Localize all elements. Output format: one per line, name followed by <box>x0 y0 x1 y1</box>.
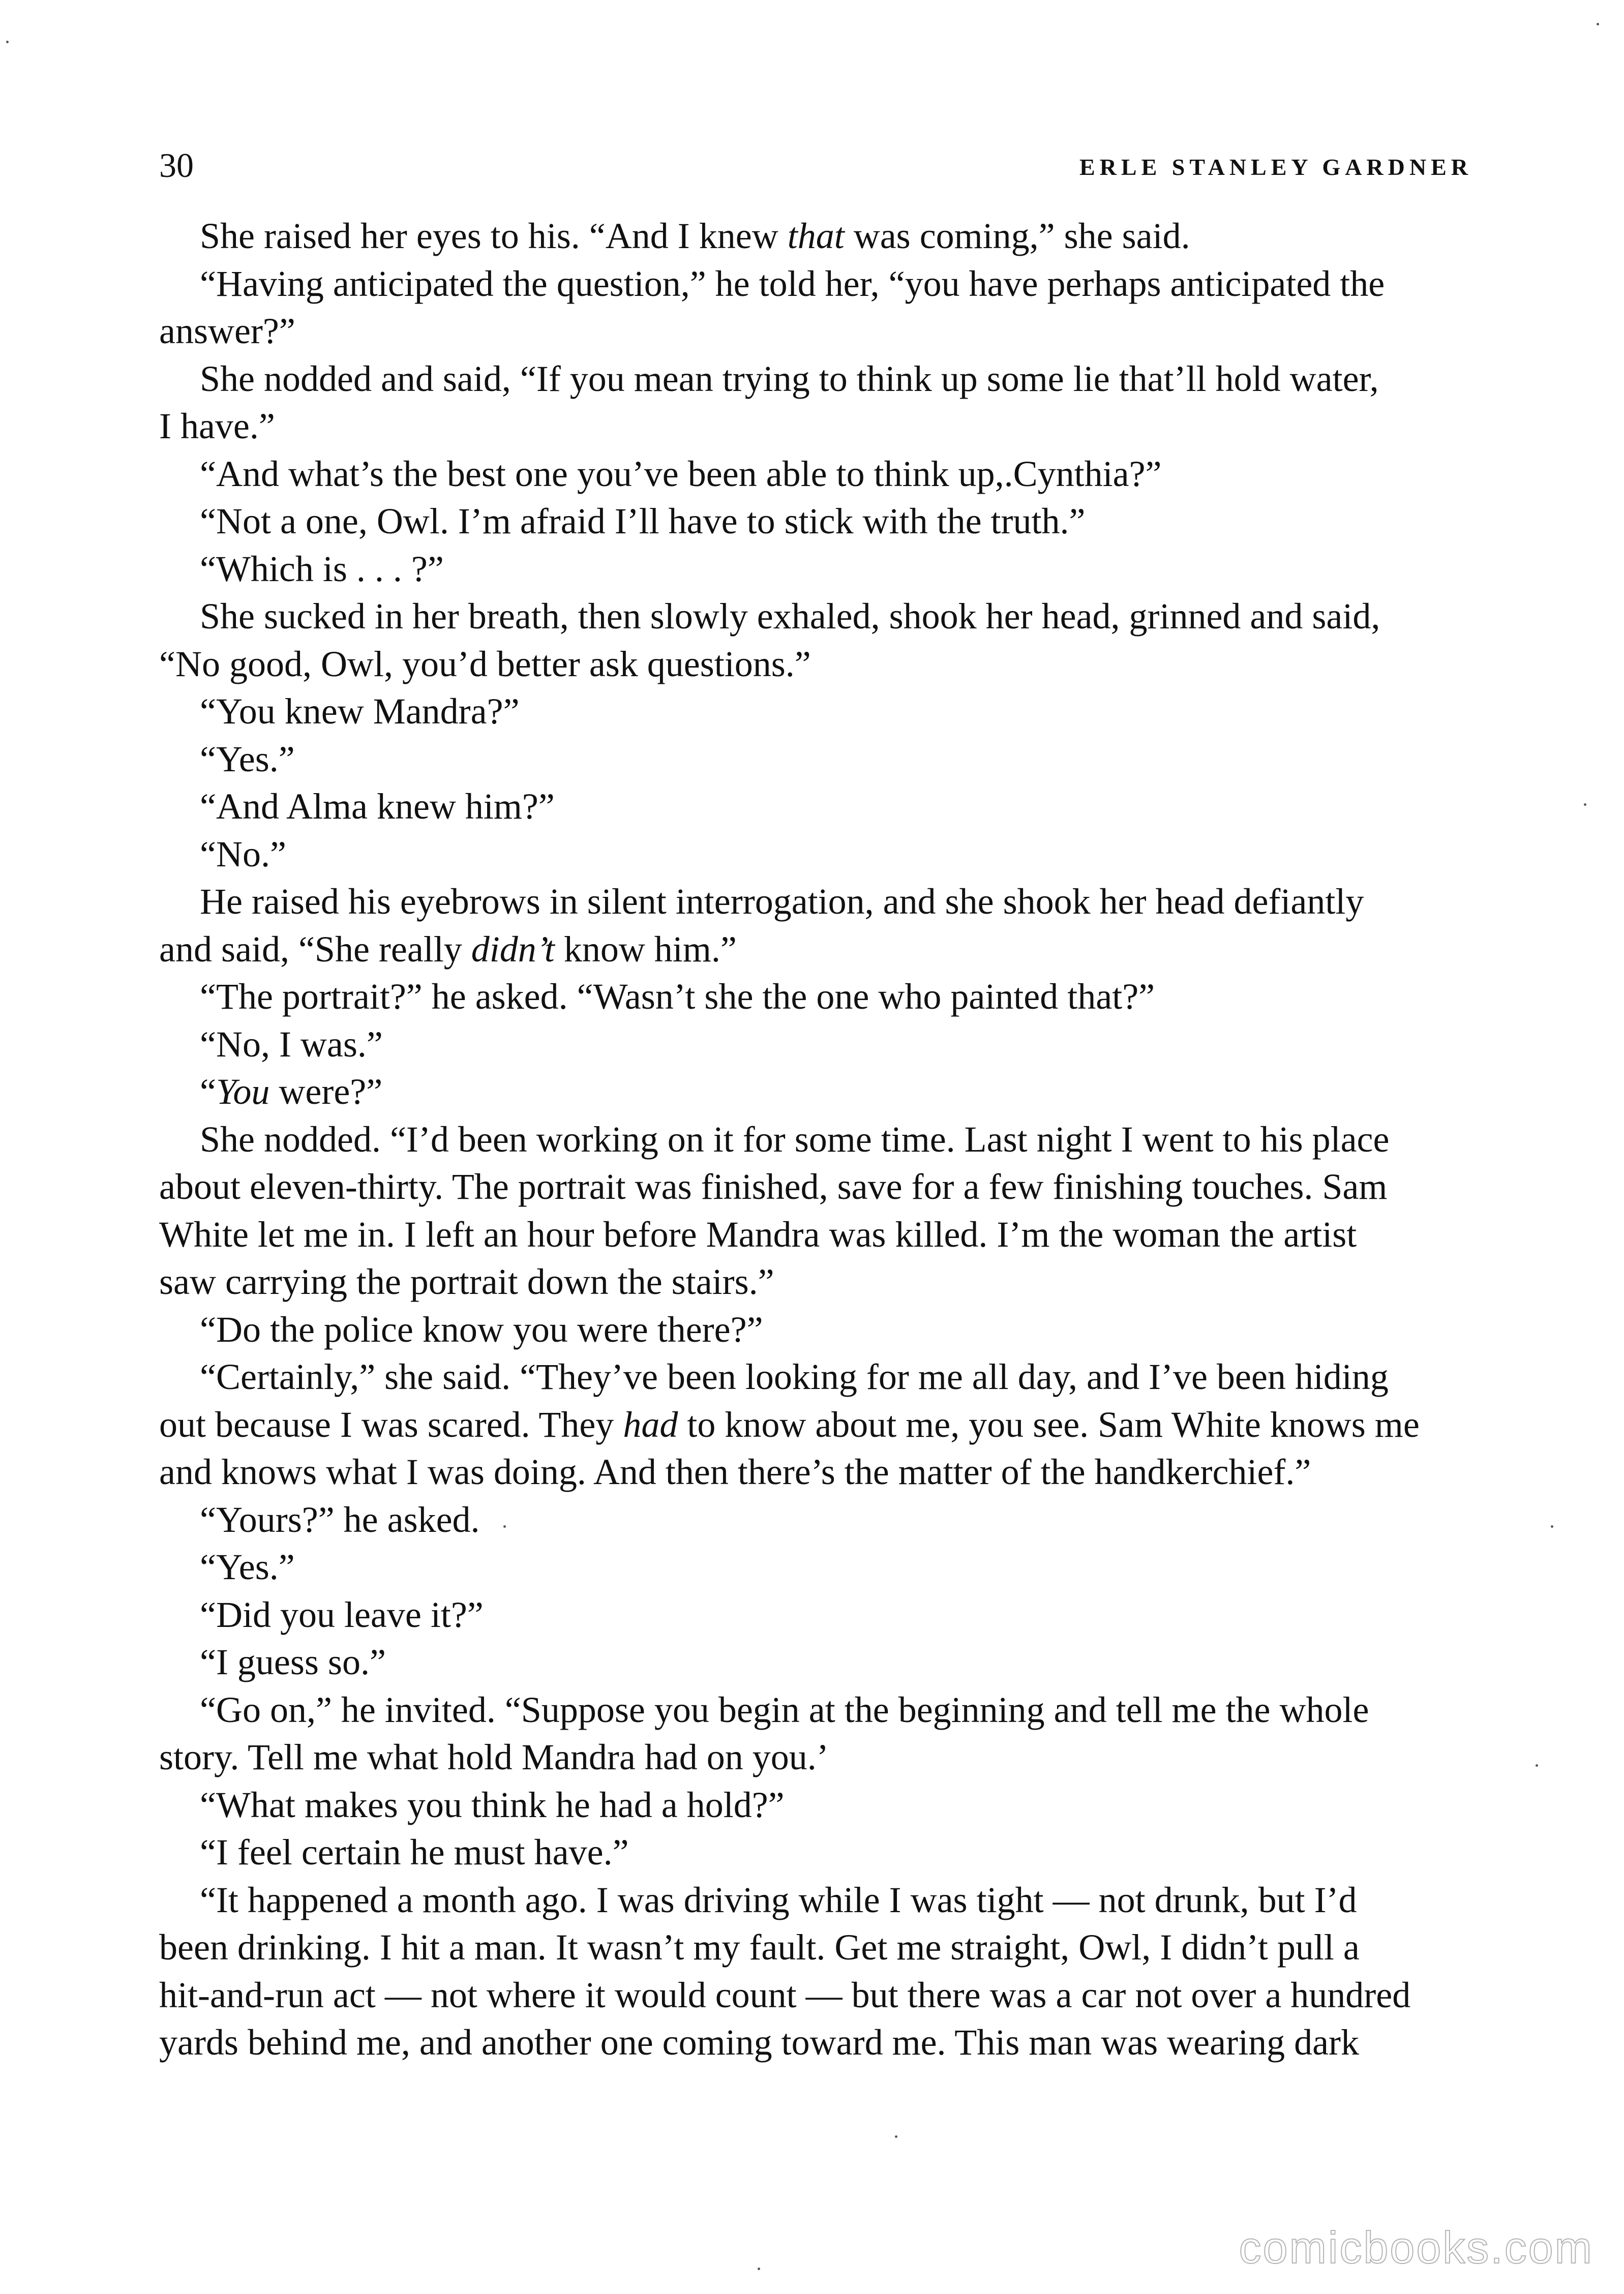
text-line: She raised her eyes to his. “And I knew that was coming,” she said. <box>200 216 1190 256</box>
text-line: and knows what I was doing. And then there’s the matter of the handkerchief.” <box>159 1452 1311 1492</box>
text-line: She sucked in her breath, then slowly exhaled, shook her head, grinned and said, <box>200 596 1380 637</box>
scan-speck <box>6 41 9 43</box>
text-line: “Yes.” <box>200 738 295 779</box>
text-line: “Do the police know you were there?” <box>200 1309 763 1350</box>
text-line: “Having anticipated the question,” he told her, “you have perhaps anticipated the <box>200 263 1385 304</box>
text-line: “You were?” <box>200 1071 383 1112</box>
scan-speck <box>1536 1764 1538 1767</box>
text-line: “And what’s the best one you’ve been able to think up,.Cynthia?” <box>200 453 1162 494</box>
emphasis: that <box>787 216 845 256</box>
text-line: been drinking. I hit a man. It wasn’t my fault. Get me straight, Owl, I didn’t pull a <box>159 1927 1360 1968</box>
text-line: He raised his eyebrows in silent interrogation, and she shook her head defiantly <box>200 881 1364 922</box>
text-line: hit-and-run act — not where it would count — but there was a car not over a hundred <box>159 1974 1411 2015</box>
text-line: about eleven-thirty. The portrait was finished, save for a few finishing touches. Sam <box>159 1166 1388 1207</box>
scan-speck <box>1597 23 1599 25</box>
emphasis: had <box>623 1404 678 1445</box>
text-line: White let me in. I left an hour before Mandra was killed. I’m the woman the artist <box>159 1214 1357 1255</box>
text-line: “I feel certain he must have.” <box>200 1832 629 1873</box>
scan-speck <box>503 1525 506 1528</box>
text-line: “The portrait?” he asked. “Wasn’t she the one who painted that?” <box>200 976 1155 1017</box>
text-line: “Yes.” <box>200 1547 295 1587</box>
text-line: “And Alma knew him?” <box>200 786 555 827</box>
emphasis: You <box>216 1071 270 1112</box>
text-line: She nodded and said, “If you mean trying to think up some lie that’ll hold water, <box>200 358 1379 399</box>
text-line: “It happened a month ago. I was driving while I was tight — not drunk, but I’d <box>200 1879 1357 1920</box>
text-line: “What makes you think he had a hold?” <box>200 1784 785 1825</box>
emphasis: didn’t <box>471 928 555 970</box>
text-line: answer?” <box>159 311 295 351</box>
text-line: saw carrying the portrait down the stairs.” <box>159 1261 774 1302</box>
running-title: ERLE STANLEY GARDNER <box>1079 154 1472 180</box>
text-line: “Yours?” he asked. <box>200 1499 480 1540</box>
text-line: She nodded. “I’d been working on it for some time. Last night I went to his place <box>200 1119 1390 1160</box>
text-line: “I guess so.” <box>200 1642 386 1682</box>
text-line: “No.” <box>200 833 286 874</box>
text-line: yards behind me, and another one coming toward me. This man was wearing dark <box>159 2022 1360 2063</box>
watermark: comicbooks.com <box>1239 2222 1593 2273</box>
text-line: I have.” <box>159 406 275 446</box>
text-line: “Not a one, Owl. I’m afraid I’ll have to stick with the truth.” <box>200 501 1086 541</box>
scan-speck <box>895 2135 897 2138</box>
text-line: out because I was scared. They had to know about me, you see. Sam White knows me <box>159 1404 1420 1445</box>
text-line: “Which is . . . ?” <box>200 548 444 589</box>
body-text <box>159 213 1552 2067</box>
scan-speck <box>1584 803 1586 806</box>
scan-speck <box>1551 1525 1553 1528</box>
text-line: story. Tell me what hold Mandra had on you.’ <box>159 1737 829 1777</box>
text-line: “No, I was.” <box>200 1023 383 1065</box>
scan-speck <box>758 2268 760 2270</box>
page-number: 30 <box>159 146 194 185</box>
text-line: “Did you leave it?” <box>200 1594 484 1635</box>
text-line: “You knew Mandra?” <box>200 691 520 732</box>
running-head <box>159 142 1472 188</box>
text-line: “Go on,” he invited. “Suppose you begin at the beginning and tell me the whole <box>200 1689 1369 1730</box>
text-line: “Certainly,” she said. “They’ve been looking for me all day, and I’ve been hiding <box>200 1356 1389 1397</box>
text-line: “No good, Owl, you’d better ask questions.” <box>159 643 811 684</box>
text-line: and said, “She really didn’t know him.” <box>159 928 737 970</box>
